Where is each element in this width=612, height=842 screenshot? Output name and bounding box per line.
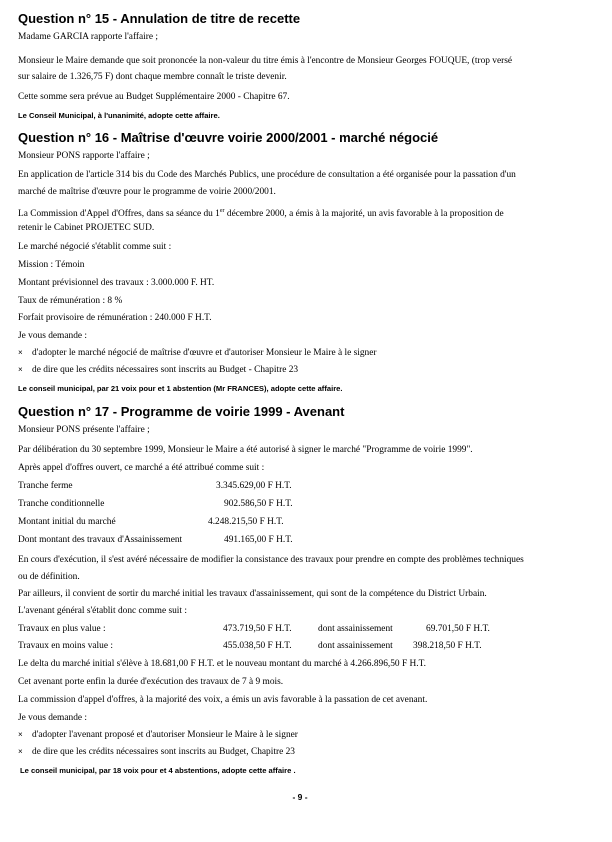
- paragraph: Le marché négocié s'établit comme suit :: [18, 242, 172, 252]
- paragraph: Cet avenant porte enfin la durée d'exécution des travaux de 7 à 9 mois.: [18, 677, 284, 687]
- table-row: [18, 499, 578, 511]
- page-number: - 9 -: [292, 792, 308, 802]
- row-value: 491.165,00 F H.T.: [224, 535, 293, 545]
- table-row: [18, 535, 578, 547]
- paragraph: Madame GARCIA rapporte l'affaire ;: [18, 32, 159, 42]
- paragraph: marché de maîtrise d'œuvre pour le programme de voirie 2000/2001.: [18, 187, 276, 197]
- paragraph: Par délibération du 30 septembre 1999, Monsieur le Maire a été autorisé à signer le marché "Programme de voirie 1999".: [18, 445, 473, 455]
- question-16-title: Question n° 16 - Maîtrise d'œuvre voirie 2000/2001 - marché négocié: [18, 130, 439, 145]
- paragraph: retenir le Cabinet PROJETEC SUD.: [18, 223, 155, 233]
- paragraph: Monsieur PONS présente l'affaire ;: [18, 425, 150, 435]
- paragraph: En cours d'exécution, il s'est avéré nécessaire de modifier la consistance des travaux pour prendre en compte des problèmes techniques: [18, 555, 524, 565]
- paragraph: Je vous demande :: [18, 331, 87, 341]
- list-item-text: de dire que les crédits nécessaires sont inscrits au Budget, Chapitre 23: [32, 747, 295, 757]
- paragraph: La commission d'appel d'offres, à la majorité des voix, a émis un avis favorable à la passation de cet avenant.: [18, 695, 428, 705]
- list-item-text: d'adopter l'avenant proposé et d'autoriser Monsieur le Maire à le signer: [32, 730, 298, 740]
- row-value: 4.248.215,50 F H.T.: [208, 517, 284, 527]
- table-row: [18, 517, 578, 529]
- paragraph: [18, 206, 504, 220]
- paragraph: Montant prévisionnel des travaux : 3.000.000 F. HT.: [18, 278, 215, 288]
- paragraph: ou de définition.: [18, 572, 80, 582]
- paragraph: En application de l'article 314 bis du Code des Marchés Publics, une procédure de consultation a été organisée pour la passation d'un: [18, 170, 516, 180]
- question-17-title: Question n° 17 - Programme de voirie 1999 - Avenant: [18, 404, 345, 419]
- paragraph: Taux de rémunération : 8 %: [18, 296, 123, 306]
- list-item-text: d'adopter le marché négocié de maîtrise d'œuvre et d'autoriser Monsieur le Maire à le signer: [32, 348, 377, 358]
- row-label: Montant initial du marché: [18, 517, 116, 527]
- row-value: 902.586,50 F H.T.: [224, 499, 293, 509]
- cross-bullet-icon: ×: [18, 365, 23, 374]
- paragraph: sur salaire de 1.326,75 F) dont chaque membre connaît le triste devenir.: [18, 72, 287, 82]
- paragraph: Je vous demande :: [18, 713, 87, 723]
- paragraph: Par ailleurs, il convient de sortir du marché initial les travaux d'assainissement, qui sont de la compétence du District Urbain.: [18, 589, 487, 599]
- row-value: 455.038,50 F H.T.: [223, 641, 292, 651]
- paragraph: Forfait provisoire de rémunération : 240.000 F H.T.: [18, 313, 212, 323]
- row-value: 3.345.629,00 F H.T.: [216, 481, 292, 491]
- paragraph: Le delta du marché initial s'élève à 18.681,00 F H.T. et le nouveau montant du marché à 4.266.896,50 F H.T.: [18, 659, 427, 669]
- table-row: [18, 481, 578, 493]
- paragraph: L'avenant général s'établit donc comme suit :: [18, 606, 187, 616]
- paragraph: Mission : Témoin: [18, 260, 85, 270]
- row-value: 473.719,50 F H.T.: [223, 624, 292, 634]
- row-dont-value: 69.701,50 F H.T.: [426, 624, 490, 634]
- question-15-title: Question n° 15 - Annulation de titre de recette: [18, 11, 301, 26]
- table-row: [18, 641, 578, 653]
- cross-bullet-icon: ×: [18, 747, 23, 756]
- paragraph: Après appel d'offres ouvert, ce marché a été attribué comme suit :: [18, 463, 265, 473]
- paragraph: Monsieur PONS rapporte l'affaire ;: [18, 151, 150, 161]
- row-dont-label: dont assainissement: [318, 624, 393, 634]
- paragraph: Cette somme sera prévue au Budget Supplémentaire 2000 - Chapitre 67.: [18, 92, 290, 102]
- list-item: [18, 730, 298, 740]
- cross-bullet-icon: ×: [18, 348, 23, 357]
- cross-bullet-icon: ×: [18, 730, 23, 739]
- row-dont-label: dont assainissement: [318, 641, 393, 651]
- text: décembre 2000, a émis à la majorité, un avis favorable à la proposition de: [224, 209, 504, 220]
- paragraph: Monsieur le Maire demande que soit prononcée la non-valeur du titre émis à l'encontre de Monsieur Georges FOUQUE, (trop versé: [18, 56, 513, 66]
- text: La Commission d'Appel d'Offres, dans sa séance du 1: [18, 209, 220, 220]
- list-item-text: de dire que les crédits nécessaires sont inscrits au Budget - Chapitre 23: [32, 365, 299, 375]
- list-item: [18, 365, 298, 375]
- decision-text: Le conseil municipal, par 21 voix pour et 1 abstention (Mr FRANCES), adopte cette affaire.: [18, 384, 343, 393]
- decision-text: Le conseil municipal, par 18 voix pour et 4 abstentions, adopte cette affaire .: [20, 766, 296, 775]
- row-label: Travaux en plus value :: [18, 624, 106, 634]
- row-label: Dont montant des travaux d'Assainissement: [18, 535, 183, 545]
- table-row: [18, 624, 578, 636]
- list-item: [18, 747, 295, 757]
- row-dont-value: 398.218,50 F H.T.: [413, 641, 482, 651]
- row-label: Tranche ferme: [18, 481, 73, 491]
- list-item: [18, 348, 377, 358]
- row-label: Travaux en moins value :: [18, 641, 113, 651]
- row-label: Tranche conditionnelle: [18, 499, 105, 509]
- decision-text: Le Conseil Municipal, à l'unanimité, adopte cette affaire.: [18, 111, 220, 120]
- superscript: er: [219, 208, 225, 214]
